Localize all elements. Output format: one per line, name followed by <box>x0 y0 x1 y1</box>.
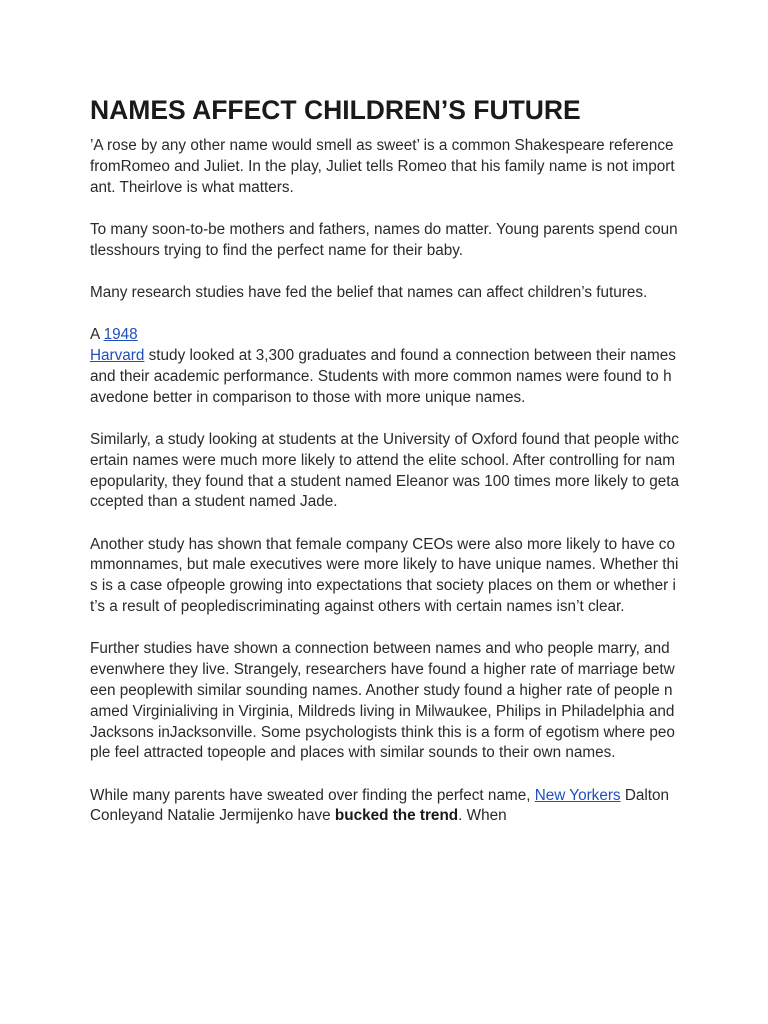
paragraph-harvard-study <box>90 325 680 408</box>
paragraph-text: Dalton Conleyand Natalie Jermijenko have <box>90 786 670 825</box>
article-title: NAMES AFFECT CHILDREN’S FUTURE <box>90 95 581 125</box>
paragraph-new-yorkers <box>90 786 680 828</box>
paragraph-suffix: . When <box>458 807 507 825</box>
paragraph-research: Many research studies have fed the belief that names can affect children’s futures. <box>90 283 648 301</box>
paragraph-marriage-study: Further studies have shown a connection between names and who people marry, and evenwhere they live. Strangely, researchers have found a higher rate of marriage between peoplewith similar sounding names. Another study found a higher rate of people named Virginialiving in Virginia, Mildreds living in Milwaukee, Philips in Philadelphia and Jacksons inJacksonville. Some psychologists think this is a form of egotism where people feel attracted topeople and places with similar sounds to their own names. <box>90 640 675 762</box>
paragraph-text: study looked at 3,300 graduates and found a connection between their namesand their academic performance. Students with more common names were found to havedone better in comparison to those with more unique names. <box>90 347 676 406</box>
paragraph-oxford-study: Similarly, a study looking at students at the University of Oxford found that people withcertain names were much more likely to attend the elite school. After controlling for namepopularity, they found that a student named Eleanor was 100 times more likely to getaccepted than a student named Jade. <box>90 430 679 511</box>
paragraph-ceo-study: Another study has shown that female company CEOs were also more likely to have commonnames, but male executives were more likely to have unique names. Whether this is a case ofpeople growing into expectations that society places on them or whether it’s a result of peoplediscriminating against others with certain names isn’t clear. <box>90 535 679 616</box>
document-page <box>90 92 680 849</box>
paragraph-prefix: While many parents have sweated over finding the perfect name, <box>90 786 535 804</box>
paragraph-prefix: A <box>90 326 104 344</box>
bold-phrase: bucked the trend <box>334 807 459 825</box>
link-1948[interactable]: 1948 <box>103 326 138 344</box>
link-harvard[interactable]: Harvard <box>90 347 145 365</box>
link-new-yorkers[interactable]: New Yorkers <box>534 786 621 804</box>
paragraph-parents: To many soon-to-be mothers and fathers, names do matter. Young parents spend countlesshours trying to find the perfect name for their baby. <box>90 220 678 259</box>
paragraph-intro: ’A rose by any other name would smell as sweet’ is a common Shakespeare reference fromRomeo and Juliet. In the play, Juliet tells Romeo that his family name is not important. Theirlove is what matters. <box>90 137 675 196</box>
